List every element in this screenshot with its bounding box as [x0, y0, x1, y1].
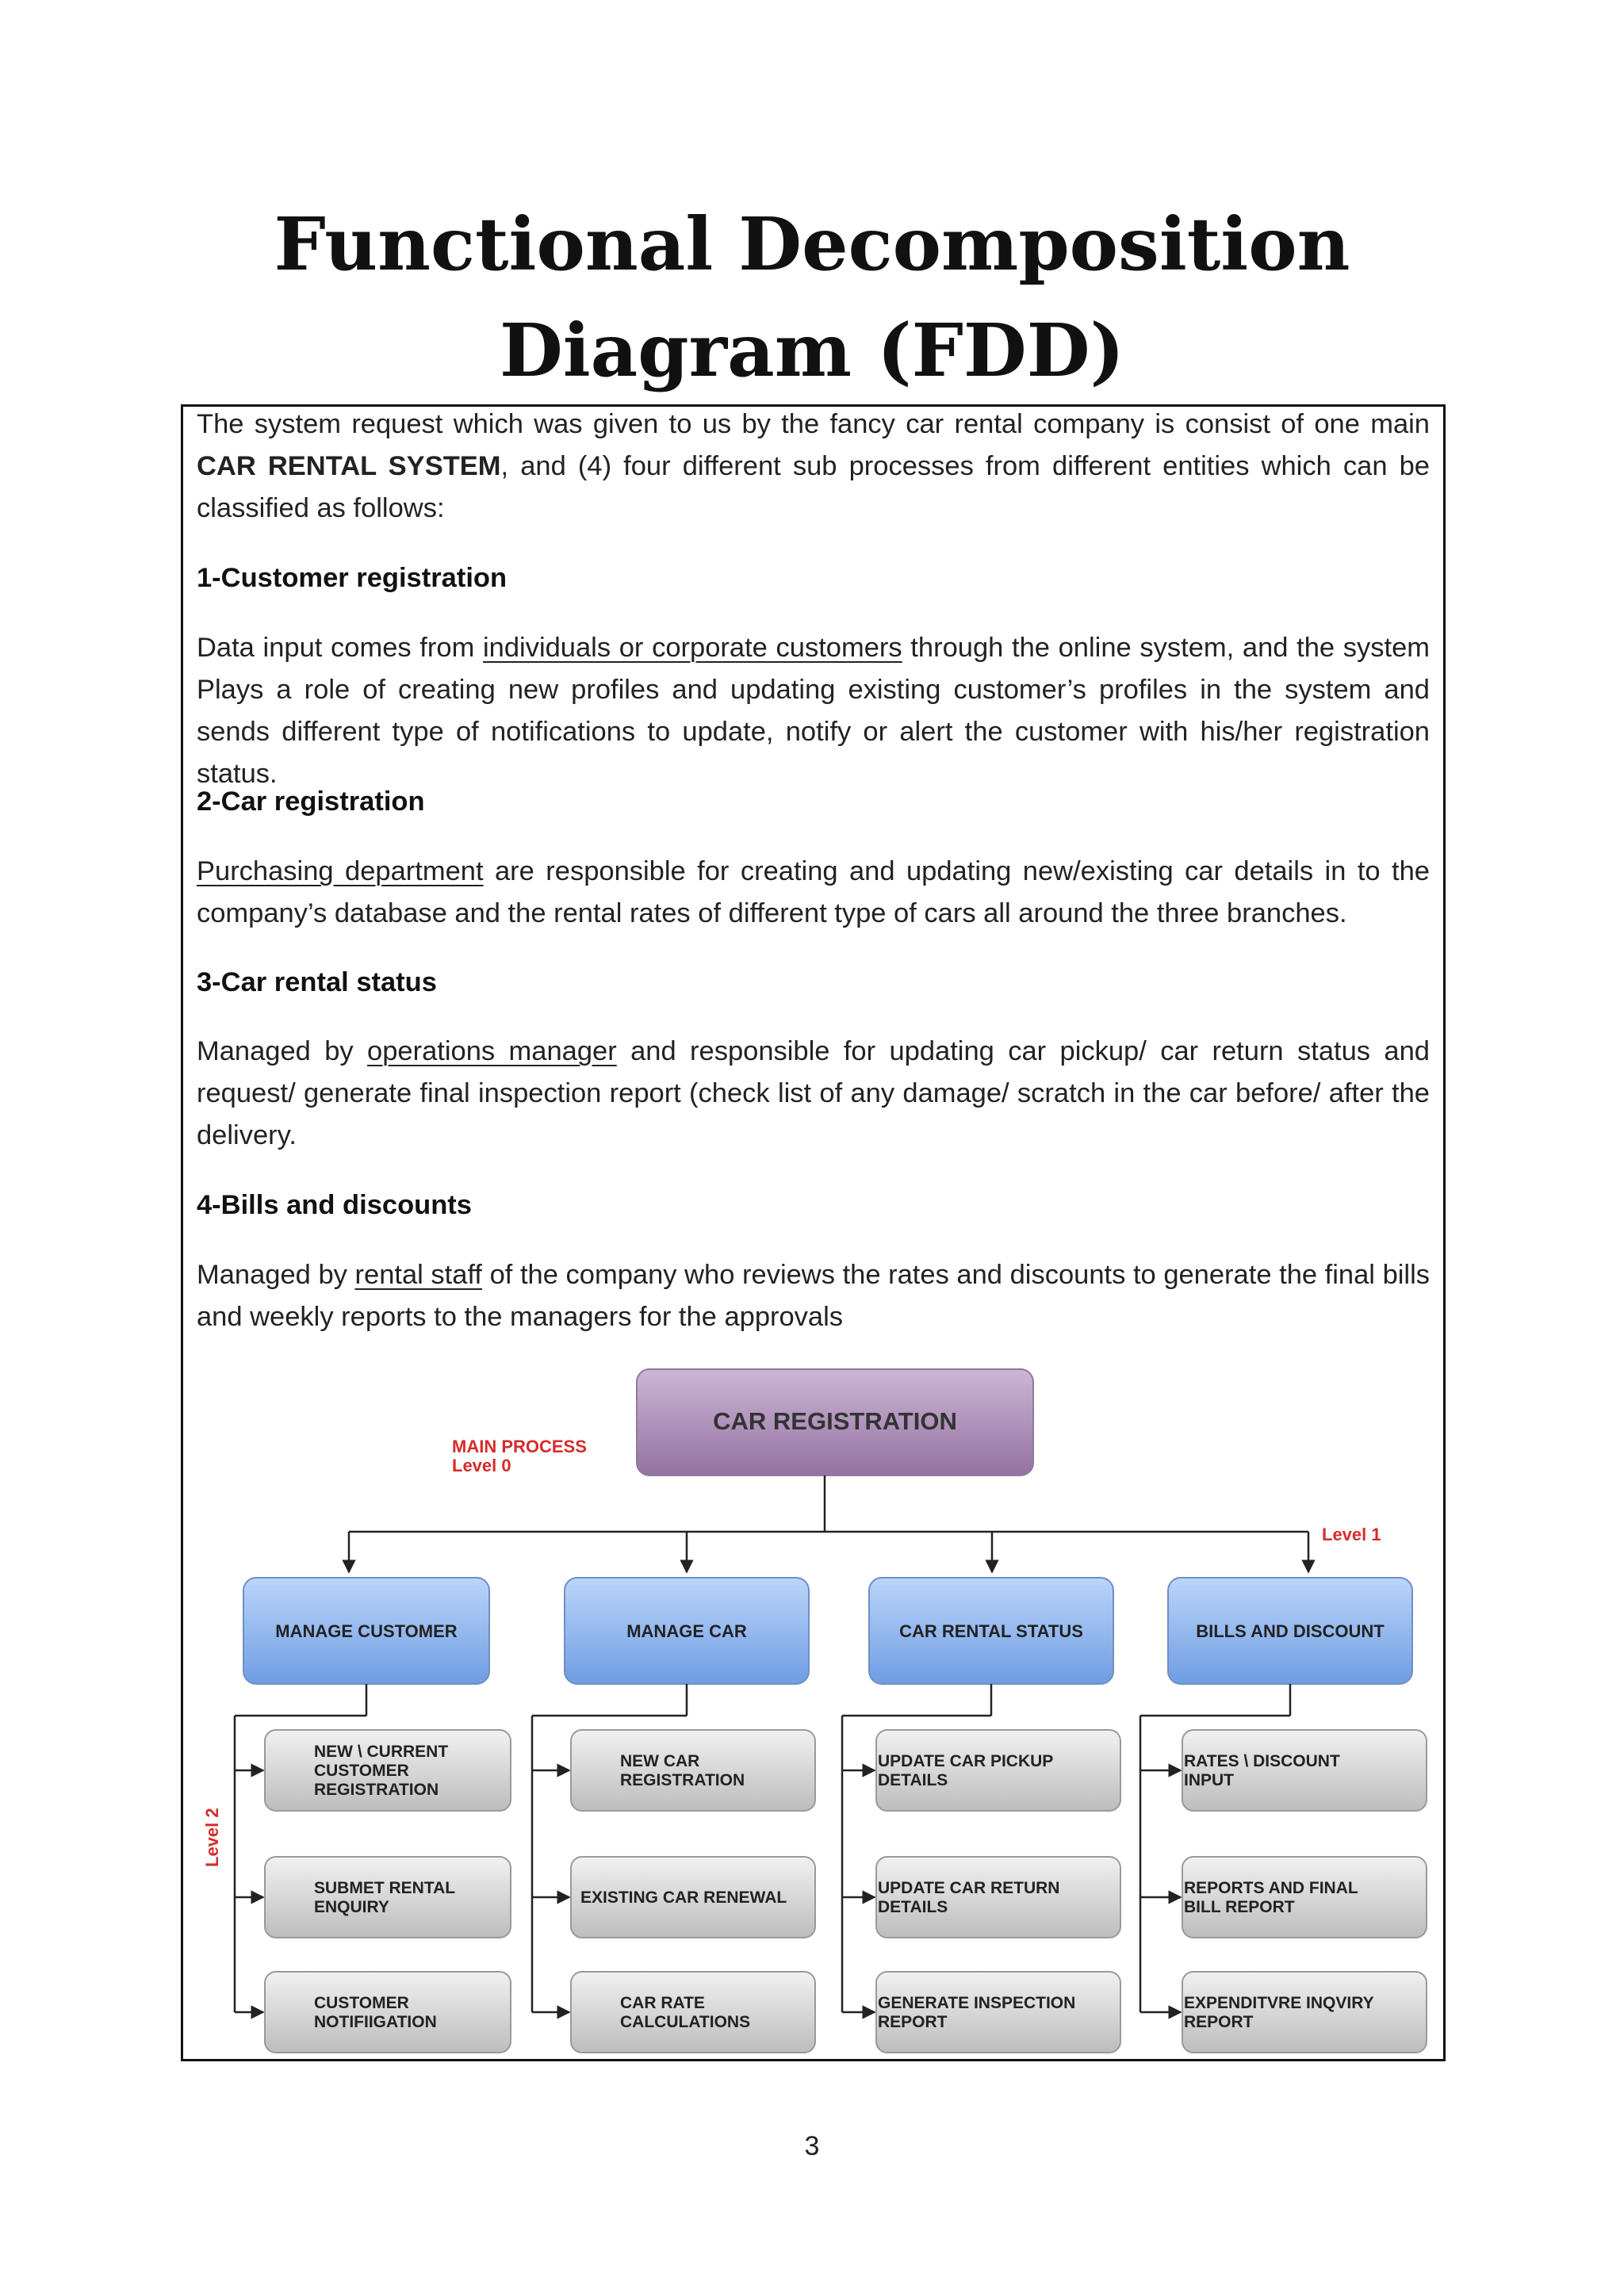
page-title-line-2: Diagram (FDD) — [499, 308, 1125, 393]
entity-link-2: Purchasing department — [197, 856, 484, 886]
level2-box-1-2 — [265, 1857, 511, 1938]
section-body-1: Data input comes from individuals or corporate customers through the online system, and the system Plays a role of creating new profiles and updating existing customer’s profiles in the system and sends different type of notifications to update, notify or alert the customer with his/her registration status. — [197, 633, 1431, 789]
level-2-label: Level 2 — [202, 1808, 222, 1867]
level2-label-4-3: EXPENDITVRE INQVIRY — [1184, 1994, 1374, 2012]
page-title-line-1: Functional Decomposition — [274, 201, 1350, 287]
entity-link-3: operations manager — [367, 1036, 617, 1066]
level2-label-4-2: BILL REPORT — [1184, 1898, 1295, 1916]
level2-box-1-3 — [265, 1972, 511, 2053]
level1-label-2: MANAGE CAR — [626, 1621, 747, 1641]
level1-label-3: CAR RENTAL STATUS — [899, 1621, 1083, 1641]
level2-label-3-3: GENERATE INSPECTION — [878, 1994, 1076, 2012]
level2-label-2-1: REGISTRATION — [620, 1771, 745, 1789]
level2-label-4-1: INPUT — [1184, 1771, 1234, 1789]
level2-box-4-1 — [1182, 1730, 1427, 1811]
section-body-3: Managed by operations manager and responsible for updating car pickup/ car return status and request/ generate final inspection report (check list of any damage/ scratch in the car before/ after the delivery. — [197, 1036, 1430, 1150]
level2-box-4-3 — [1182, 1972, 1427, 2053]
level1-label-4: BILLS AND DISCOUNT — [1196, 1621, 1385, 1641]
level2-label-1-1: NEW \ CURRENT — [314, 1743, 449, 1761]
page-number: 3 — [804, 2131, 820, 2161]
level2-label-1-3: CUSTOMER — [314, 1994, 409, 2012]
entity-link-4: rental staff — [354, 1260, 482, 1290]
level2-label-2-3: CALCULATIONS — [620, 2013, 751, 2031]
level2-label-3-1: UPDATE CAR PICKUP — [878, 1752, 1054, 1770]
level2-label-3-1: DETAILS — [878, 1771, 948, 1789]
section-body-4: Managed by rental staff of the company who reviews the rates and discounts to generate the final bills and weekly reports to the managers for the approvals — [197, 1260, 1430, 1332]
level2-label-3-3: REPORT — [878, 2013, 948, 2031]
level2-label-1-2: ENQUIRY — [314, 1898, 389, 1916]
level-1-label: Level 1 — [1322, 1525, 1381, 1544]
level2-label-2-2: EXISTING CAR RENEWAL — [580, 1888, 787, 1907]
section-heading-3: 3-Car rental status — [197, 967, 437, 997]
entity-link-1: individuals or corporate customers — [482, 633, 902, 663]
level2-label-4-3: REPORT — [1184, 2013, 1254, 2031]
level2-label-1-1: CUSTOMER — [314, 1762, 409, 1780]
section-heading-4: 4-Bills and discounts — [197, 1190, 472, 1220]
level2-label-4-2: REPORTS AND FINAL — [1184, 1879, 1358, 1897]
level2-box-2-3 — [571, 1972, 815, 2053]
level2-box-2-1 — [571, 1730, 815, 1811]
main-process-label: MAIN PROCESS — [452, 1437, 587, 1456]
section-heading-1: 1-Customer registration — [197, 563, 508, 593]
system-name: CAR RENTAL SYSTEM — [197, 451, 501, 481]
fdd-diagram — [202, 1357, 1447, 2059]
level1-connectors — [349, 1475, 1308, 1572]
root-process-label: CAR REGISTRATION — [713, 1407, 957, 1435]
level2-box-4-2 — [1182, 1857, 1427, 1938]
level2-label-2-1: NEW CAR — [620, 1752, 700, 1770]
level2-box-3-1 — [876, 1730, 1120, 1811]
level2-label-2-3: CAR RATE — [620, 1994, 705, 2012]
level2-box-3-3 — [876, 1972, 1120, 2053]
intro-paragraph: The system request which was given to us by the fancy car rental company is consist of one main CAR RENTAL SYSTEM, and (4) four different sub processes from different entities which can be classified as follows: — [197, 409, 1430, 523]
level2-label-3-2: UPDATE CAR RETURN — [878, 1879, 1060, 1897]
level1-label-1: MANAGE CUSTOMER — [275, 1621, 458, 1641]
level2-label-1-3: NOTIFIIGATION — [314, 2013, 437, 2031]
level2-label-1-1: REGISTRATION — [314, 1781, 439, 1799]
level2-label-4-1: RATES \ DISCOUNT — [1184, 1752, 1340, 1770]
level2-box-3-2 — [876, 1857, 1120, 1938]
level2-label-3-2: DETAILS — [878, 1898, 948, 1916]
section-heading-2: 2-Car registration — [197, 786, 425, 817]
level-0-label: Level 0 — [452, 1456, 511, 1475]
level2-label-1-2: SUBMET RENTAL — [314, 1879, 456, 1897]
section-body-2: Purchasing department are responsible for creating and updating new/existing car details in to the company’s database and the rental rates of different type of cars all around the three branches. — [197, 856, 1430, 928]
